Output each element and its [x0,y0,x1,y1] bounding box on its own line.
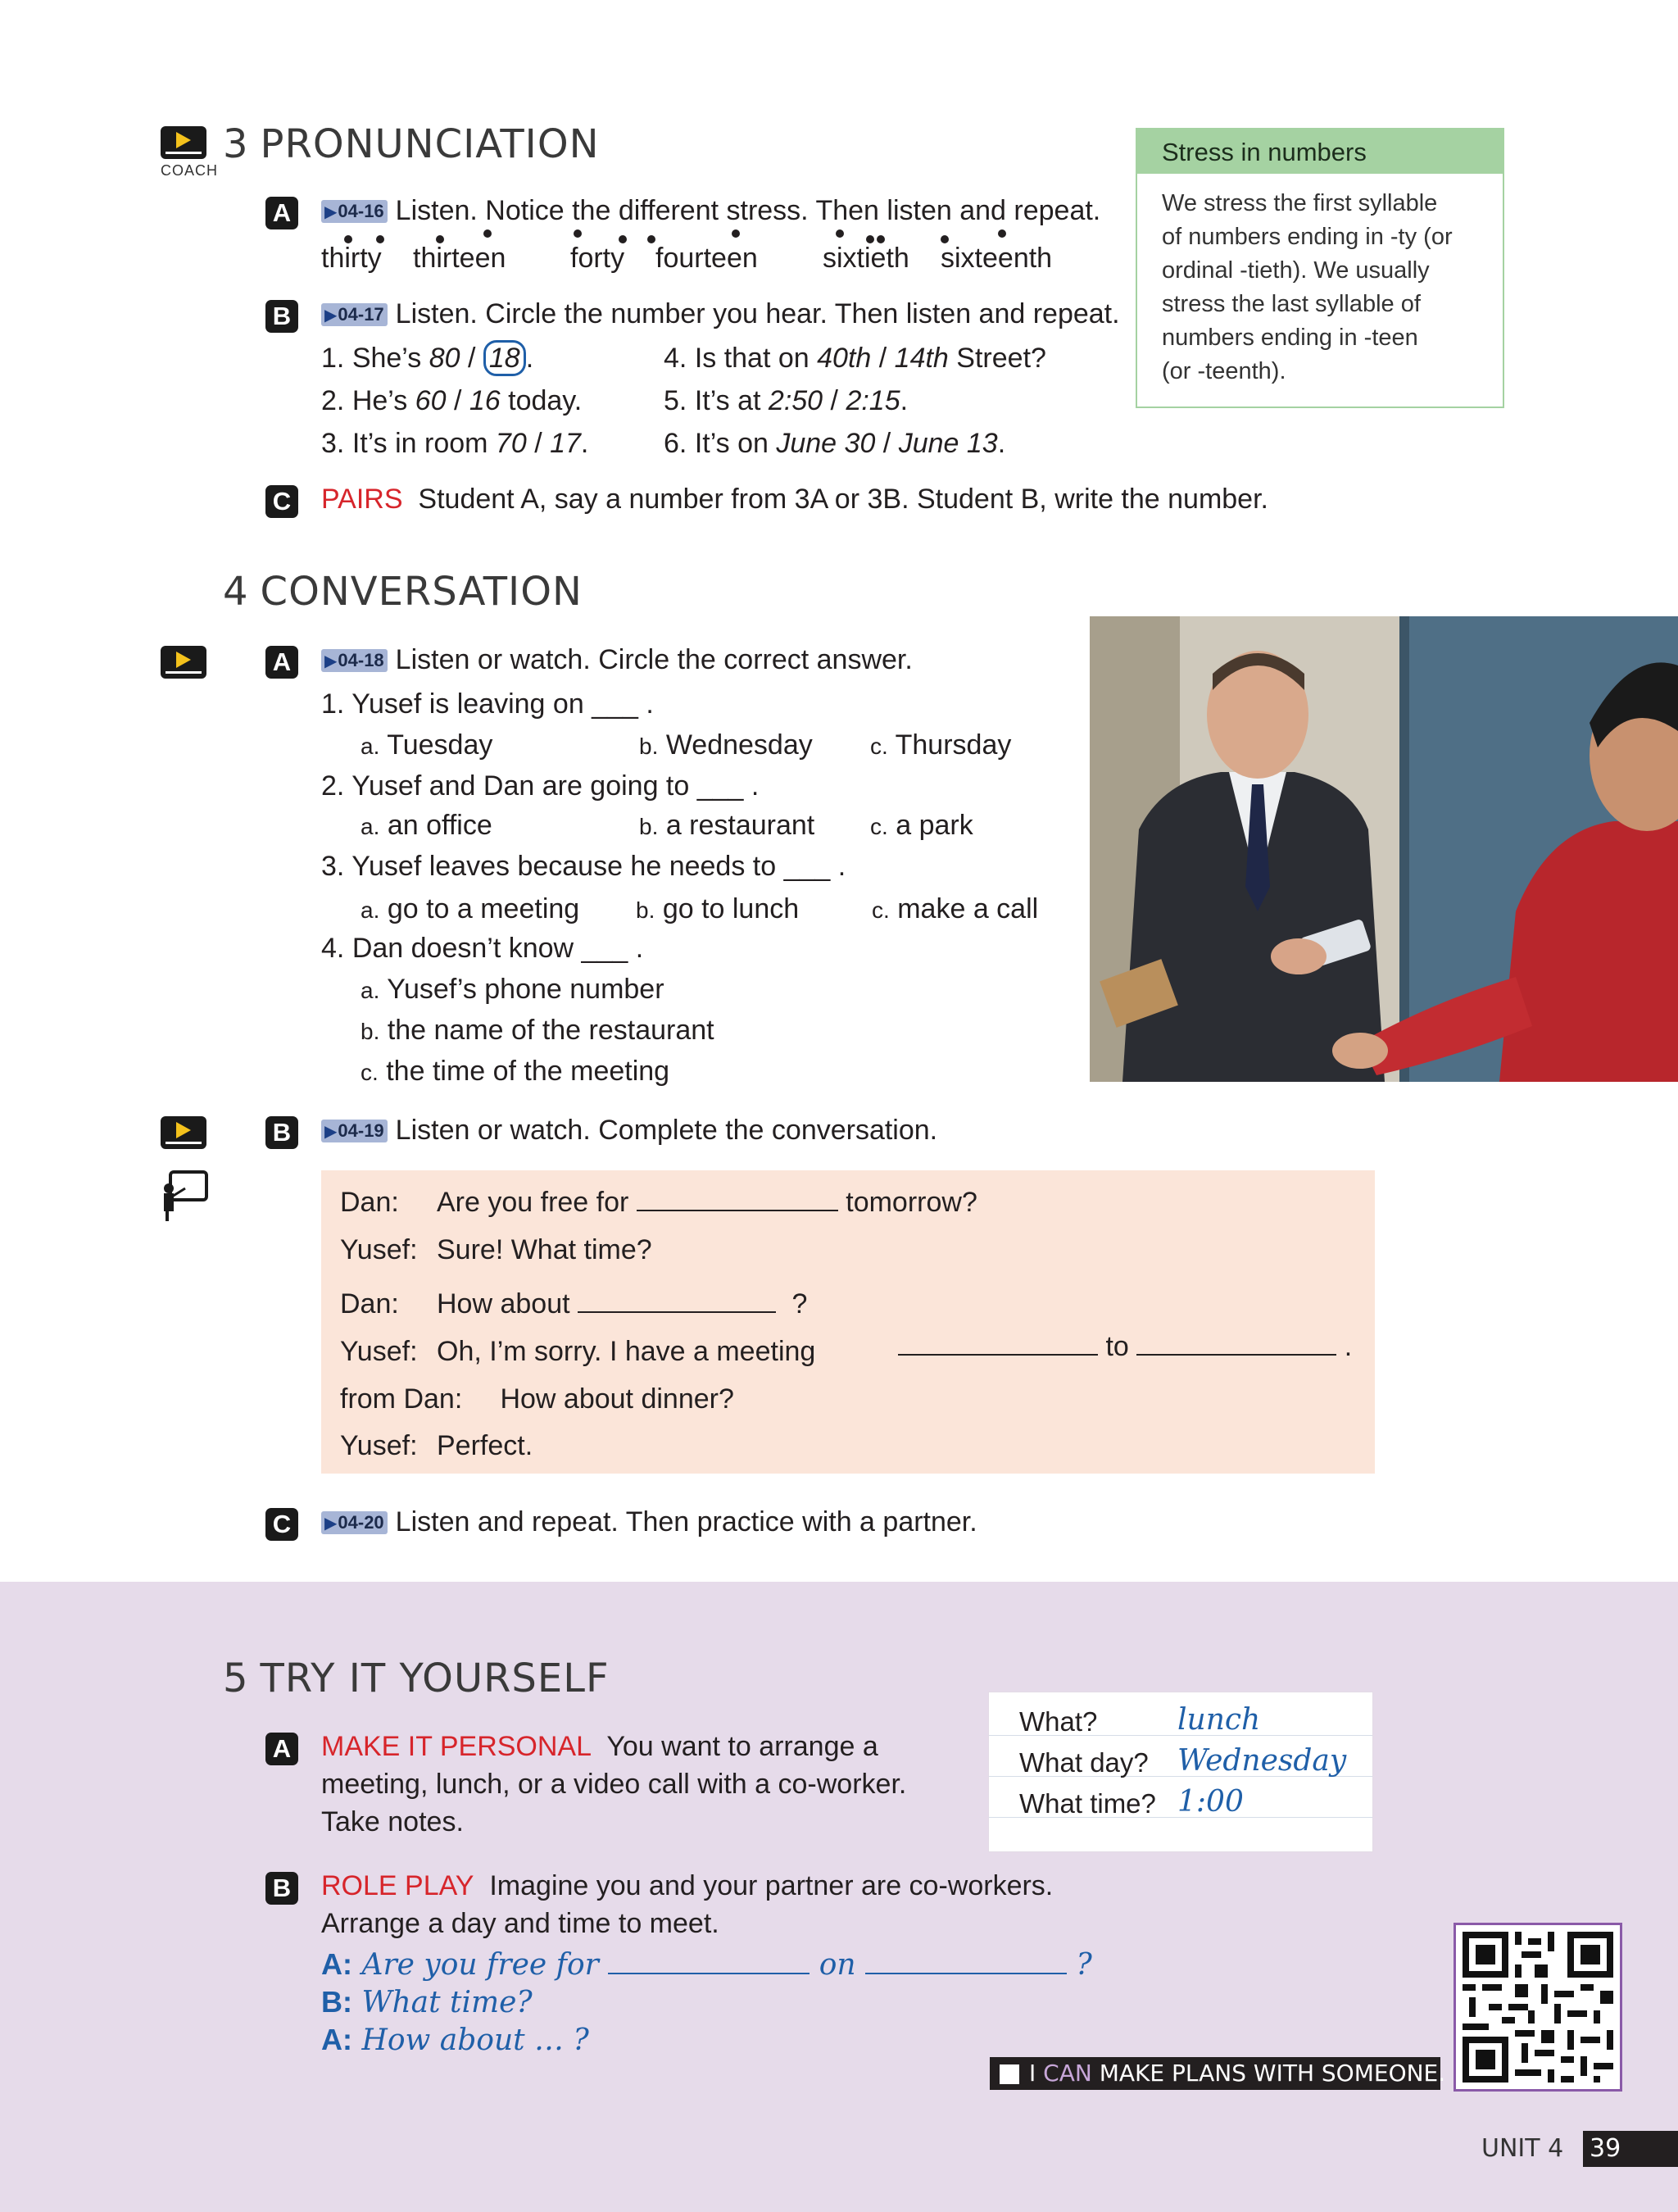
exercise-5b-line-1: ROLE PLAY Imagine you and your partner are co-workers. [321,1870,1054,1901]
notes-answer: 1:00 [1177,1785,1244,1819]
exercise-3b-letter: B [265,300,298,333]
exercise-5a-line-2: meeting, lunch, or a video call with a co-worker. [321,1769,907,1800]
exercise-5b-line-2: Arrange a day and time to meet. [321,1908,719,1939]
question-4: 4. Dan doesn’t know ___ . [321,933,644,964]
exercise-4a-instruction: ▶ 04-18 Listen or watch. Circle the correct answer. [321,644,913,676]
conversation-line-6: Yusef: Perfect. [340,1430,533,1461]
section-number: 3 [223,121,249,167]
exercise-4b-instruction: ▶ 04-19 Listen or watch. Complete the conversation. [321,1115,937,1147]
answer-option[interactable]: a. Tuesday [361,729,493,761]
section-5-heading [223,1656,610,1701]
option-2[interactable]: 14th [894,343,949,374]
exercise-3c-instruction: PAIRS Student A, say a number from 3A or 3B. Student B, write the number. [321,484,1268,515]
answer-option[interactable]: c. make a call [872,893,1039,924]
exercise-5b-letter: B [265,1872,298,1905]
section-number: 5 [223,1656,249,1701]
option-2[interactable]: 2:15 [846,385,900,416]
exercise-3a-letter: A [265,197,298,229]
audio-track-badge[interactable]: ▶ 04-19 [321,1120,388,1142]
conversation-line-3: Dan: How about ? [340,1288,808,1319]
option-2[interactable]: 17 [550,428,581,459]
conversation-line-5: from Dan: How about dinner? [340,1383,734,1415]
exercise-5a-line-3: Take notes. [321,1806,464,1837]
coach-video-icon[interactable] [161,126,206,159]
exercise-3c-letter: C [265,485,298,518]
can-do-bar: I CAN MAKE PLANS WITH SOMEONE. [990,2057,1440,2090]
exercise-3b-item-2: 2. He’s 60 / 16 today. [321,385,583,416]
option-1[interactable]: June 30 [776,428,876,459]
section-title: CONVERSATION [260,569,583,615]
exercise-5a-line-1: MAKE IT PERSONAL You want to arrange a [321,1731,878,1762]
answer-option[interactable]: a. an office [361,810,492,841]
can-do-checkbox[interactable] [1000,2064,1019,2084]
option-1[interactable]: 2:50 [768,385,823,416]
model-line-3: A: How about … ? [321,2023,589,2057]
notes-answer: Wednesday [1177,1744,1347,1778]
stress-word: thirteen [413,243,506,274]
exercise-4c-letter: C [265,1508,298,1541]
exercise-3a-instruction: ▶ 04-16 Listen. Notice the different stress. Then listen and repeat. [321,195,1100,227]
exercise-3b-instruction: ▶ 04-17 Listen. Circle the number you hear. Then listen and repeat. [321,298,1120,330]
stress-dot [647,235,655,243]
blank-field[interactable] [637,1210,838,1211]
notes-question: What time? [1019,1788,1156,1819]
option-2[interactable]: 16 [469,385,501,416]
presentation-icon[interactable] [161,1170,210,1223]
stress-in-numbers-panel [1136,128,1504,408]
blank-field[interactable] [578,1311,776,1313]
stress-word: sixtieth [823,243,909,274]
option-2[interactable]: June 13 [898,428,998,459]
option-1[interactable]: 70 [495,428,527,459]
coach-label: COACH [161,162,219,179]
conversation-line-2: Yusef: Sure! What time? [340,1234,652,1265]
conversation-line-4: Yusef: Oh, I’m sorry. I have a meeting [340,1336,816,1367]
answer-option[interactable]: c. Thursday [870,729,1012,761]
exercise-3b-item-6: 6. It’s on June 30 / June 13. [664,428,1006,459]
audio-track-badge[interactable]: ▶ 04-16 [321,200,388,223]
notes-question: What day? [1019,1747,1149,1778]
exercise-4a-letter: A [265,646,298,679]
answer-option[interactable]: b. Wednesday [639,729,813,761]
conversation-video-still[interactable] [1090,616,1678,1082]
blank-field[interactable] [608,1973,810,1974]
exercise-3b-item-5: 5. It’s at 2:50 / 2:15. [664,385,909,416]
section-3-heading [223,121,600,167]
stress-dot [998,229,1006,238]
pairs-label: PAIRS [321,484,403,515]
video-icon[interactable] [161,646,206,679]
page-number: 39 [1583,2131,1678,2167]
option-1[interactable]: 80 [429,343,460,374]
qr-code[interactable] [1454,1923,1622,2092]
stress-dot [574,229,582,238]
office-scene-illustration [1090,616,1678,1082]
model-line-1: A: Are you free for on ? [321,1947,1092,1982]
stress-dot [483,229,492,238]
exercise-3b-item-3: 3. It’s in room 70 / 17. [321,428,589,459]
role-play-label: ROLE PLAY [321,1870,474,1901]
make-it-personal-label: MAKE IT PERSONAL [321,1731,592,1762]
video-icon[interactable] [161,1116,206,1149]
panel-title: Stress in numbers [1137,129,1503,174]
question-2: 2. Yusef and Dan are going to ___ . [321,770,760,802]
option-1[interactable]: 60 [415,385,447,416]
answer-option[interactable]: b. the name of the restaurant [361,1015,714,1046]
question-1: 1. Yusef is leaving on ___ . [321,688,654,720]
answer-option[interactable]: a. go to a meeting [361,893,580,924]
stress-word: thirty [321,243,382,274]
blank-field[interactable] [865,1973,1067,1974]
stress-word: forty [570,243,625,274]
question-3: 3. Yusef leaves because he needs to ___ . [321,851,846,882]
exercise-4b-letter: B [265,1116,298,1149]
section-title: TRY IT YOURSELF [260,1656,610,1701]
stress-dot [836,229,844,238]
audio-track-badge[interactable]: ▶ 04-18 [321,649,388,672]
unit-label: UNIT 4 [1481,2134,1564,2163]
stress-dot [732,229,740,238]
exercise-5a-letter: A [265,1733,298,1765]
answer-option[interactable]: c. the time of the meeting [361,1056,670,1087]
blank-field[interactable] [1136,1354,1336,1356]
answer-option[interactable]: a. Yusef’s phone number [361,974,664,1005]
audio-track-badge[interactable]: ▶ 04-20 [321,1511,388,1534]
blank-field[interactable] [898,1354,1098,1356]
answer-option[interactable]: c. a park [870,810,973,841]
audio-track-badge[interactable]: ▶ 04-17 [321,303,388,326]
notes-question: What? [1019,1706,1098,1737]
exercise-4c-instruction: ▶ 04-20 Listen and repeat. Then practice with a partner. [321,1506,977,1538]
answer-option[interactable]: b. go to lunch [636,893,800,924]
exercise-3b-item-1: 1. She’s 80 / 18 . [321,343,533,375]
section-title: PRONUNCIATION [260,121,600,167]
conversation-line-1: Dan: Are you free for tomorrow? [340,1187,977,1218]
option-1[interactable]: 40th [817,343,872,374]
conversation-line-4-blanks: to . [898,1331,1352,1363]
section-number: 4 [223,569,249,615]
stress-word: sixteenth [941,243,1053,274]
exercise-3b-item-4: 4. Is that on 40th / 14th Street? [664,343,1046,374]
notes-answer: lunch [1177,1703,1261,1737]
model-line-2: B: What time? [321,1985,533,2019]
stress-word: fourteen [655,243,758,274]
panel-body: We stress the first syllable of numbers ending in -ty (or ordinal -tieth). We usually stress the last syllable of numbers ending in -teen (or -teenth). [1162,190,1453,384]
circled-option[interactable]: 18 [483,340,526,376]
answer-option[interactable]: b. a restaurant [639,810,815,841]
section-4-heading [223,569,583,615]
